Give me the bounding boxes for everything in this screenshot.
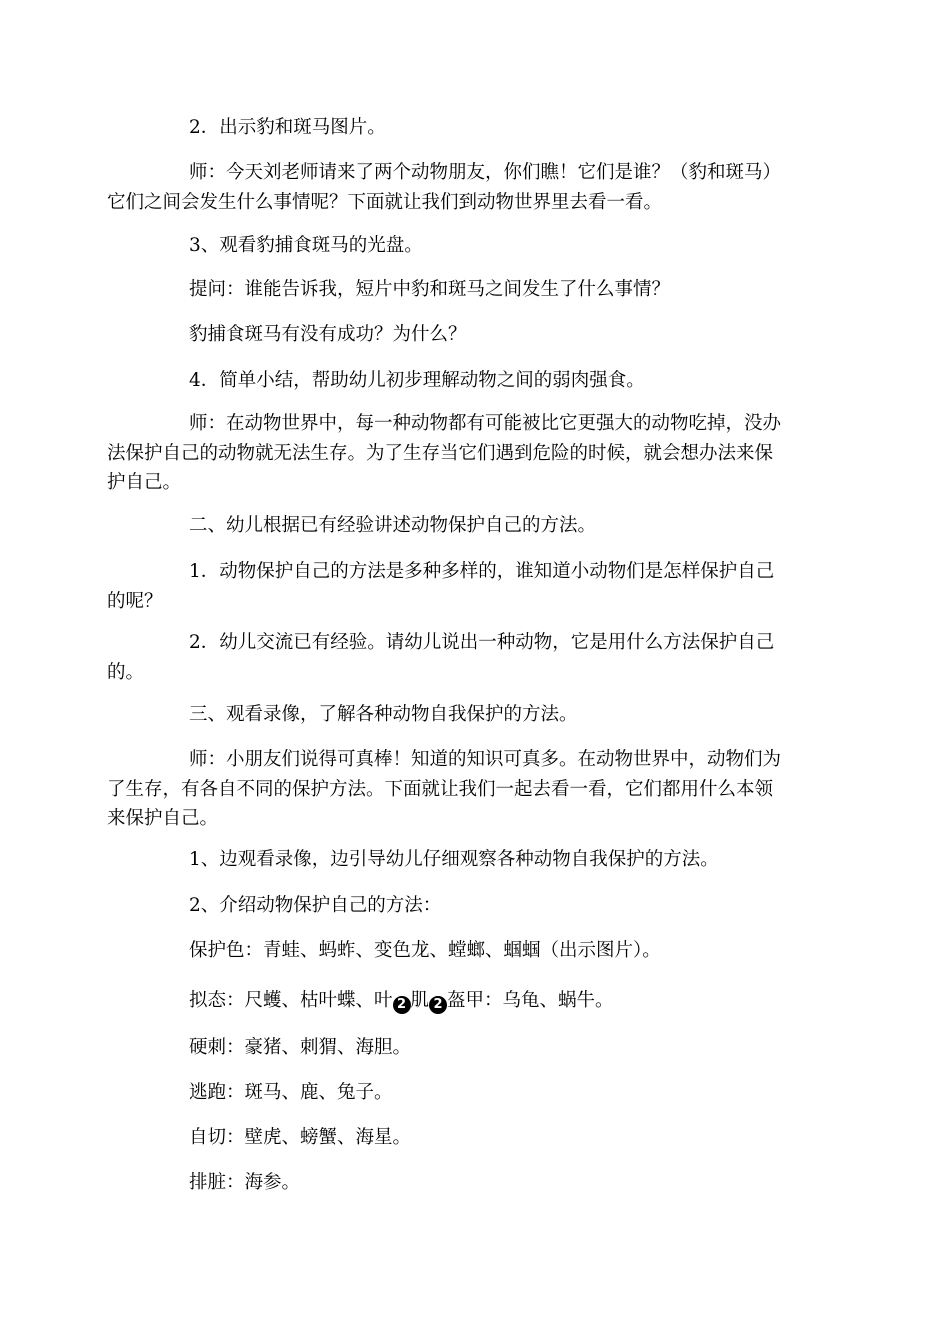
- text-line: 它们之间会发生什么事情呢？下面就让我们到动物世界里去看一看。: [107, 191, 663, 213]
- paragraph-methods-variety: [107, 557, 849, 616]
- text-line: 的呢？: [107, 590, 163, 612]
- text-line: 1、边观看录像，边引导幼儿仔细观察各种动物自我保护的方法。: [189, 849, 719, 870]
- text-line: 3、观看豹捕食斑马的光盘。: [189, 235, 423, 256]
- circled-number-two-icon: 2: [393, 996, 411, 1014]
- paragraph-watch-video: [107, 845, 849, 875]
- text-line: 师：小朋友们说得可真棒！知道的知识可真多。在动物世界中，动物们为: [189, 749, 782, 770]
- paragraph-exchange: [107, 628, 849, 687]
- text-line: 提问：谁能告诉我，短片中豹和斑马之间发生了什么事情？: [189, 279, 671, 300]
- section-heading-two: [107, 511, 849, 541]
- list-item-evisceration: [107, 1168, 849, 1198]
- text-line: 2、介绍动物保护自己的方法：: [189, 895, 442, 916]
- text-line: 师：在动物世界中，每一种动物都有可能被比它更强大的动物吃掉，没办: [189, 413, 782, 434]
- text-line: 4．简单小结，帮助幼儿初步理解动物之间的弱肉强食。: [189, 370, 645, 391]
- text-line: 法保护自己的动物就无法生存。为了生存当它们遇到危险的时候，就会想办法来保: [107, 442, 774, 464]
- text-line: 1．动物保护自己的方法是多种多样的，谁知道小动物们是怎样保护自己: [189, 561, 775, 582]
- mimicry-text-b: 肌: [410, 990, 430, 1011]
- paragraph-question-2: [107, 320, 849, 350]
- text-line: [107, 986, 849, 1016]
- text-line: 排脏：海参。: [189, 1172, 301, 1193]
- list-item-escape: [107, 1078, 849, 1108]
- paragraph-teacher-intro: [107, 158, 849, 217]
- list-item-mimicry: [107, 986, 849, 1016]
- section-heading-three: [107, 700, 849, 730]
- text-line: 三、观看录像，了解各种动物自我保护的方法。: [189, 704, 578, 725]
- paragraph-summary: [107, 366, 849, 396]
- text-line: 来保护自己。: [107, 808, 219, 829]
- paragraph-show-pictures: [107, 113, 849, 143]
- paragraph-watch-disc: [107, 231, 849, 261]
- circled-number-two-icon: 2: [429, 996, 447, 1014]
- text-line: 的。: [107, 661, 145, 683]
- paragraph-teacher-praise: [107, 745, 849, 834]
- text-line: 师：今天刘老师请来了两个动物朋友，你们瞧！它们是谁？（豹和斑马）: [189, 162, 782, 183]
- paragraph-question: [107, 275, 849, 305]
- paragraph-teacher-world: [107, 409, 849, 498]
- paragraph-introduce-methods: [107, 891, 849, 921]
- list-item-spines: [107, 1033, 849, 1063]
- text-line: 二、幼儿根据已有经验讲述动物保护自己的方法。: [189, 515, 597, 536]
- text-line: 2．幼儿交流已有经验。请幼儿说出一种动物，它是用什么方法保护自己: [189, 632, 775, 653]
- text-line: 自切：壁虎、螃蟹、海星。: [189, 1127, 412, 1148]
- text-line: 护自己。: [107, 472, 182, 493]
- list-item-autotomy: [107, 1123, 849, 1153]
- mimicry-text-c: 盔甲：乌龟、蜗牛。: [447, 990, 614, 1011]
- text-line: 了生存，有各自不同的保护方法。下面就让我们一起去看一看，它们都用什么本领: [107, 778, 774, 800]
- list-item-camouflage: [107, 936, 849, 966]
- text-line: 2．出示豹和斑马图片。: [189, 117, 386, 138]
- text-line: 豹捕食斑马有没有成功？为什么？: [189, 324, 467, 345]
- text-line: 硬刺：豪猪、刺猬、海胆。: [189, 1037, 412, 1058]
- text-line: 逃跑：斑马、鹿、兔子。: [189, 1082, 393, 1103]
- text-line: 保护色：青蛙、蚂蚱、变色龙、螳螂、蝈蝈（出示图片）。: [189, 940, 661, 961]
- mimicry-text-a: 拟态：尺蠖、枯叶蝶、叶: [189, 990, 393, 1011]
